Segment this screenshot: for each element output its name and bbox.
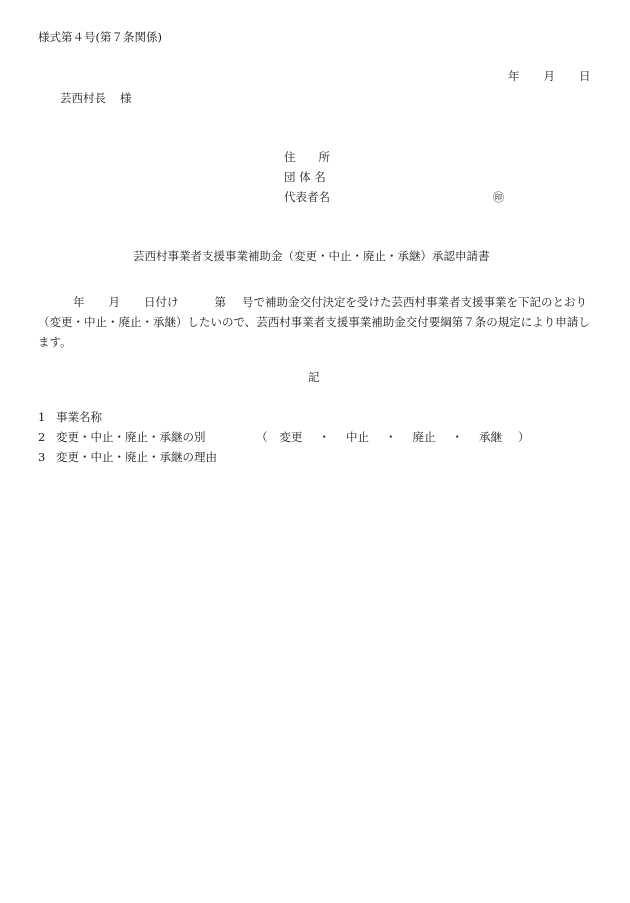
body-dai: 第 <box>214 295 226 309</box>
body-year: 年 <box>73 295 85 309</box>
date-day-label: 日 <box>579 69 591 83</box>
body-date-suffix: 日付け <box>144 295 179 309</box>
option-separator: ・ <box>318 430 330 444</box>
applicant-address-label: 住 所 <box>284 150 330 164</box>
date-year-label: 年 <box>508 69 520 83</box>
option-abolish: 廃止 <box>412 430 436 444</box>
body-paragraph <box>38 292 593 352</box>
applicant-representative-label: 代表者名 <box>284 190 330 204</box>
body-text: 号で補助金交付決定を受けた芸西村事業者支援事業を下記のとおり（変更・中止・廃止・承継）したいので、芸西村事業者支援事業補助金交付要綱第７条の規定により申請します。 <box>38 295 590 349</box>
item-label: 変更・中止・廃止・承継の理由 <box>56 450 217 464</box>
ki-heading: 記 <box>308 370 320 384</box>
addressee-name: 芸西村長 <box>60 91 106 105</box>
option-change: 変更 <box>279 430 303 444</box>
options-open-paren: （ <box>256 430 268 444</box>
item-number: 3 <box>38 450 46 464</box>
list-item <box>38 452 217 464</box>
option-separator: ・ <box>451 430 463 444</box>
applicant-org-label: 団 体 名 <box>284 170 326 184</box>
list-item <box>38 432 206 444</box>
option-separator: ・ <box>385 430 397 444</box>
item-number: 2 <box>38 430 46 444</box>
seal-mark: ㊞ <box>493 191 504 204</box>
date-month-label: 月 <box>543 69 555 83</box>
item-label: 変更・中止・廃止・承継の別 <box>56 430 206 444</box>
document-title: 芸西村事業者支援事業補助金（変更・中止・廃止・承継）承認申請書 <box>133 249 490 263</box>
options-close-paren: ） <box>518 430 530 444</box>
type-options <box>256 432 530 444</box>
list-item <box>38 412 102 424</box>
item-label: 事業名称 <box>56 410 102 424</box>
item-number: 1 <box>38 410 46 424</box>
body-month: 月 <box>108 295 120 309</box>
form-number: 様式第４号(第７条関係) <box>38 30 162 44</box>
addressee <box>60 93 132 105</box>
option-stop: 中止 <box>346 430 369 444</box>
addressee-honorific: 様 <box>120 91 132 105</box>
option-succeed: 承継 <box>479 430 502 444</box>
date-line <box>508 71 591 83</box>
